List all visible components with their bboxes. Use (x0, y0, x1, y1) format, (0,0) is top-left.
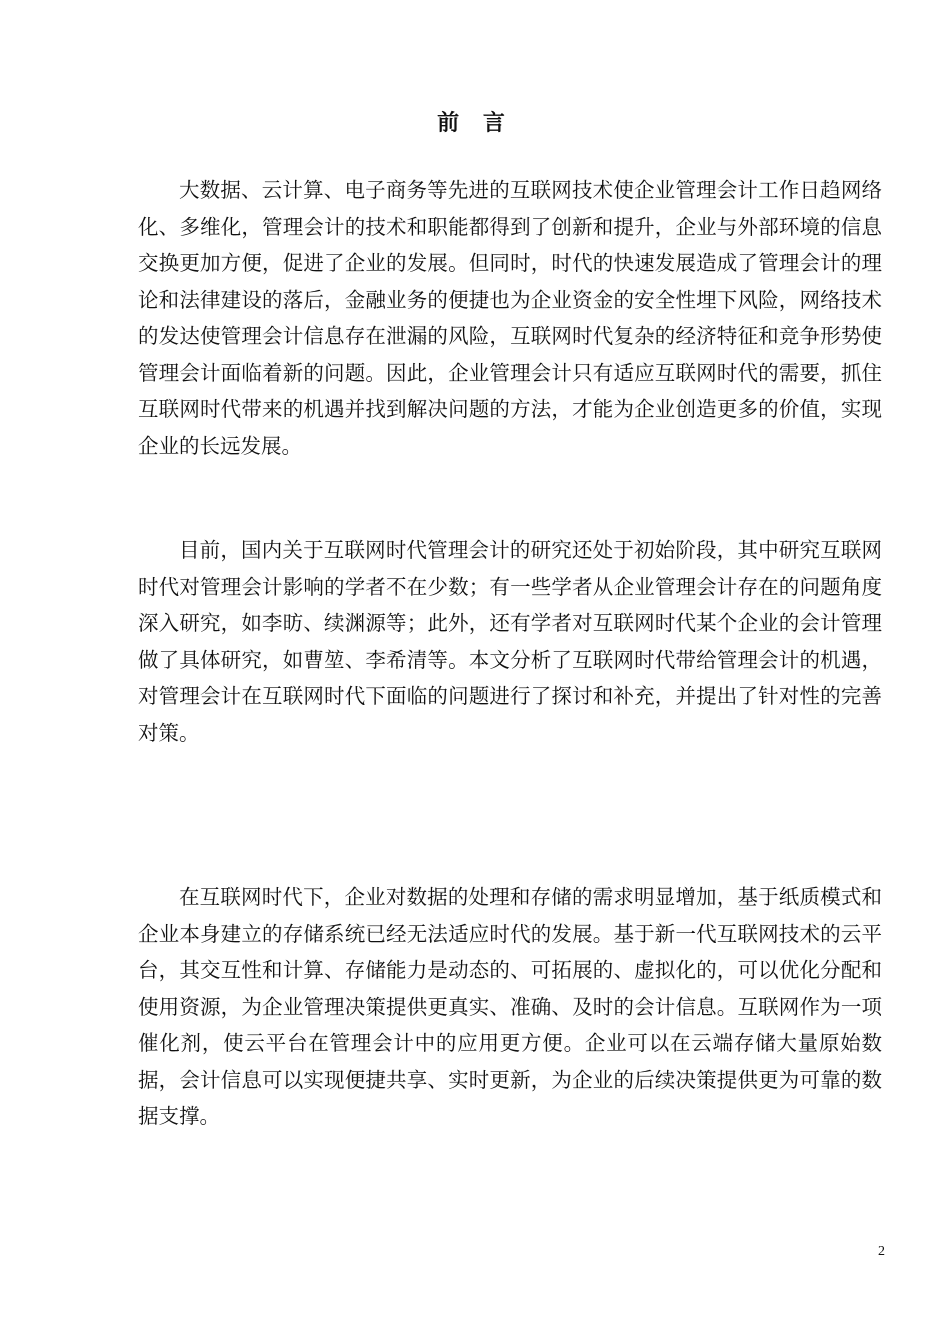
paragraph-intro: 大数据、云计算、电子商务等先进的互联网技术使企业管理会计工作日趋网络化、多维化，管理会计的技术和职能都得到了创新和提升，企业与外部环境的信息交换更加方便，促进了企业的发展。但同时，时代的快速发展造成了管理会计的理论和法律建设的落后，金融业务的便捷也为企业资金的安全性埋下风险，网络技术的发达使管理会计信息存在泄漏的风险，互联网时代复杂的经济特征和竞争形势使管理会计面临着新的问题。因此，企业管理会计只有适应互联网时代的需要，抓住互联网时代带来的机遇并找到解决问题的方法，才能为企业创造更多的价值，实现企业的长远发展。 (138, 178, 882, 458)
paragraph-research-status: 目前，国内关于互联网时代管理会计的研究还处于初始阶段，其中研究互联网时代对管理会计影响的学者不在少数；有一些学者从企业管理会计存在的问题角度深入研究，如李昉、续渊源等；此外，还有学者对互联网时代某个企业的会计管理做了具体研究，如曹堃、李希清等。本文分析了互联网时代带给管理会计的机遇，对管理会计在互联网时代下面临的问题进行了探讨和补充，并提出了针对性的完善对策。 (138, 538, 882, 745)
page-title: 前 言 (437, 109, 513, 136)
page-number: 2 (878, 1244, 885, 1259)
paragraph-cloud-platform: 在互联网时代下，企业对数据的处理和存储的需求明显增加，基于纸质模式和企业本身建立的存储系统已经无法适应时代的发展。基于新一代互联网技术的云平台，其交互性和计算、存储能力是动态的、可拓展的、虚拟化的，可以优化分配和使用资源，为企业管理决策提供更真实、准确、及时的会计信息。互联网作为一项催化剂，使云平台在管理会计中的应用更方便。企业可以在云端存储大量原始数据，会计信息可以实现便捷共享、实时更新，为企业的后续决策提供更为可靠的数据支撑。 (138, 885, 882, 1128)
